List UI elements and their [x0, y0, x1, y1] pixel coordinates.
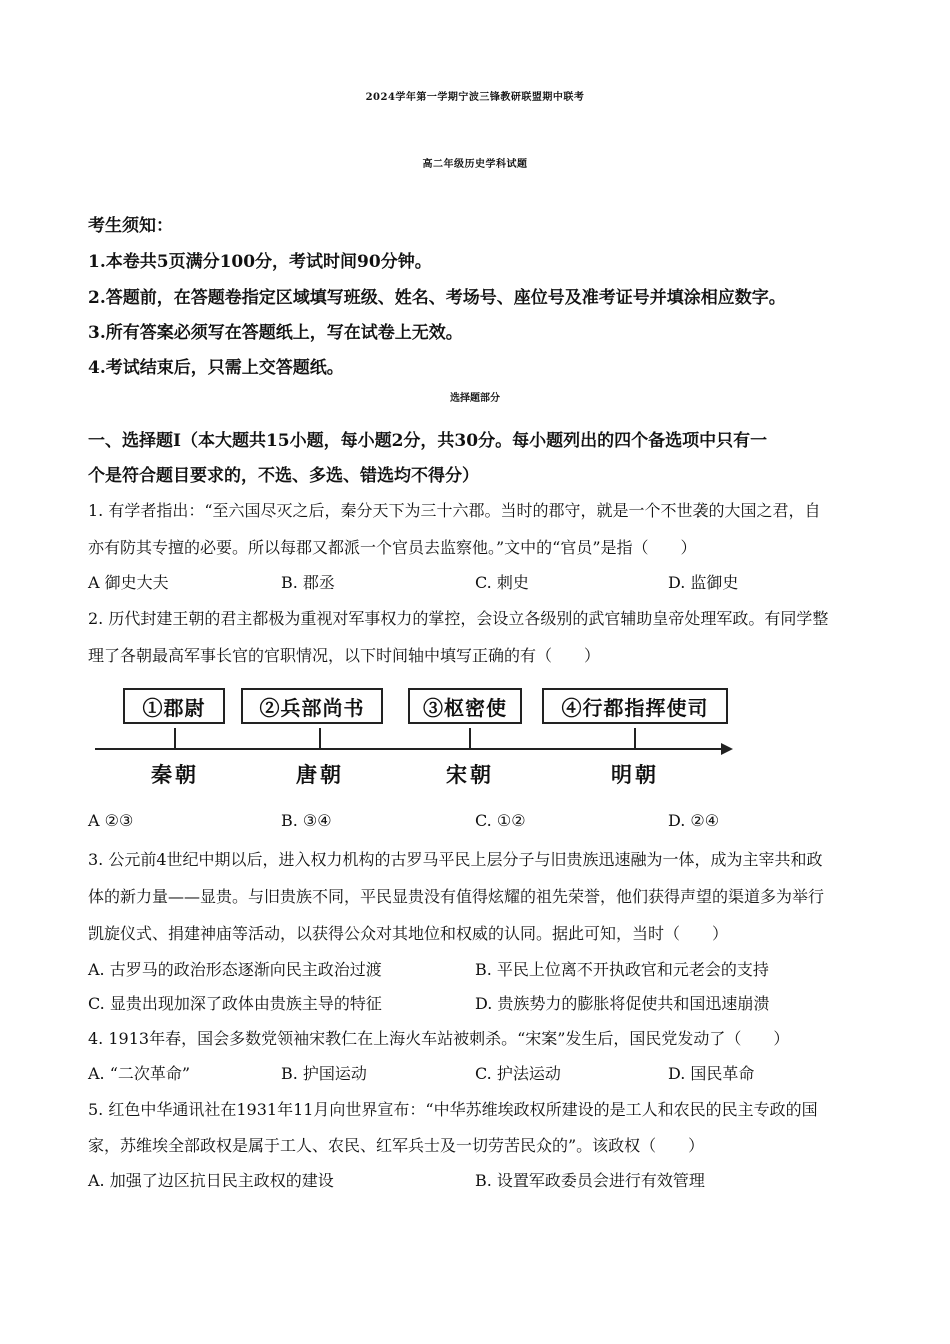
timeline-arrow-icon [721, 743, 733, 755]
notice-item: 2.答题前，在答题卷指定区域填写班级、姓名、考场号、座位号及准考证号并填涂相应数字。 [88, 288, 786, 308]
question-3-option-a: A. 古罗马的政治形态逐渐向民主政治过渡 [88, 960, 382, 979]
notice-item: 1.本卷共5页满分100分，考试时间90分钟。 [88, 252, 432, 272]
question-2-text: 理了各朝最高军事长官的官职情况，以下时间轴中填写正确的有（ ） [88, 646, 601, 665]
timeline-box: ④行都指挥使司 [542, 688, 728, 724]
notice-item: 3.所有答案必须写在答题纸上，写在试卷上无效。 [88, 323, 463, 343]
notice-item: 4.考试结束后，只需上交答题纸。 [88, 358, 344, 378]
question-1-option-d: D. 监御史 [668, 573, 739, 592]
question-4-option-c: C. 护法运动 [475, 1064, 561, 1083]
timeline-box: ③枢密使 [408, 688, 522, 724]
question-2-text: 2. 历代封建王朝的君主都极为重视对军事权力的掌控，会设立各级别的武官辅助皇帝处理军政。有同学整 [88, 609, 829, 628]
exam-title: 2024学年第一学期宁波三锋教研联盟期中联考 [365, 92, 585, 103]
question-3-text: 3. 公元前4世纪中期以后，进入权力机构的古罗马平民上层分子与旧贵族迅速融为一体，成为主宰共和政 [88, 850, 823, 869]
timeline-box: ②兵部尚书 [241, 688, 383, 724]
question-3-text: 凯旋仪式、捐建神庙等活动，以获得公众对其地位和权威的认同。据此可知，当时（ ） [88, 924, 729, 943]
question-1-option-a: A 御史大夫 [88, 573, 169, 592]
question-5-text: 家，苏维埃全部政权是属于工人、农民、红军兵士及一切劳苦民众的”。该政权（ ） [88, 1136, 705, 1155]
section-title: 选择题部分 [450, 393, 500, 404]
timeline-dynasty: 唐朝 [296, 762, 344, 787]
question-1-text: 1. 有学者指出：“至六国尽灭之后，秦分天下为三十六郡。当时的郡守，就是一个不世袭的大国之君，自 [88, 501, 821, 520]
question-4-option-b: B. 护国运动 [281, 1064, 367, 1083]
timeline-tick [634, 728, 636, 749]
question-1-text: 亦有防其专擅的必要。所以每郡又都派一个官员去监察他。”文中的“官员”是指（ ） [88, 538, 697, 557]
timeline-axis [95, 748, 725, 750]
question-2-option-a: A ②③ [88, 811, 134, 830]
question-5-text: 5. 红色中华通讯社在1931年11月向世界宣布：“中华苏维埃政权所建设的是工人和农民的民主专政的国 [88, 1100, 818, 1119]
question-4-text: 4. 1913年春，国会多数党领袖宋教仁在上海火车站被刺杀。“宋案”发生后，国民党发动了（ ） [88, 1029, 790, 1048]
question-1-option-b: B. 郡丞 [281, 573, 335, 592]
section-instructions: 个是符合题目要求的，不选、多选、错选均不得分） [88, 466, 479, 486]
question-5-option-a: A. 加强了边区抗日民主政权的建设 [88, 1171, 334, 1190]
timeline-dynasty: 秦朝 [151, 762, 199, 787]
question-4-option-a: A. “二次革命” [88, 1064, 191, 1083]
question-3-option-b: B. 平民上位离不开执政官和元老会的支持 [475, 960, 769, 979]
question-3-option-c: C. 显贵出现加深了政体由贵族主导的特征 [88, 994, 382, 1013]
timeline-tick [174, 728, 176, 749]
timeline-tick [319, 728, 321, 749]
timeline-dynasty: 宋朝 [446, 762, 494, 787]
question-1-option-c: C. 刺史 [475, 573, 529, 592]
question-5-option-b: B. 设置军政委员会进行有效管理 [475, 1171, 705, 1190]
exam-subtitle: 高二年级历史学科试题 [422, 159, 528, 170]
question-3-option-d: D. 贵族势力的膨胀将促使共和国迅速崩溃 [475, 994, 770, 1013]
section-instructions: 一、选择题Ⅰ（本大题共15小题，每小题2分，共30分。每小题列出的四个备选项中只有一 [88, 431, 768, 451]
question-2-option-c: C. ①② [475, 811, 526, 830]
question-2-option-d: D. ②④ [668, 811, 720, 830]
question-2-option-b: B. ③④ [281, 811, 332, 830]
timeline-dynasty: 明朝 [611, 762, 659, 787]
timeline-tick [469, 728, 471, 749]
question-4-option-d: D. 国民革命 [668, 1064, 755, 1083]
timeline-figure [95, 683, 740, 793]
timeline-box: ①郡尉 [123, 688, 225, 724]
notice-heading: 考生须知： [88, 216, 173, 236]
question-3-text: 体的新力量——显贵。与旧贵族不同，平民显贵没有值得炫耀的祖先荣誉，他们获得声望的渠道多为举行 [88, 887, 825, 906]
